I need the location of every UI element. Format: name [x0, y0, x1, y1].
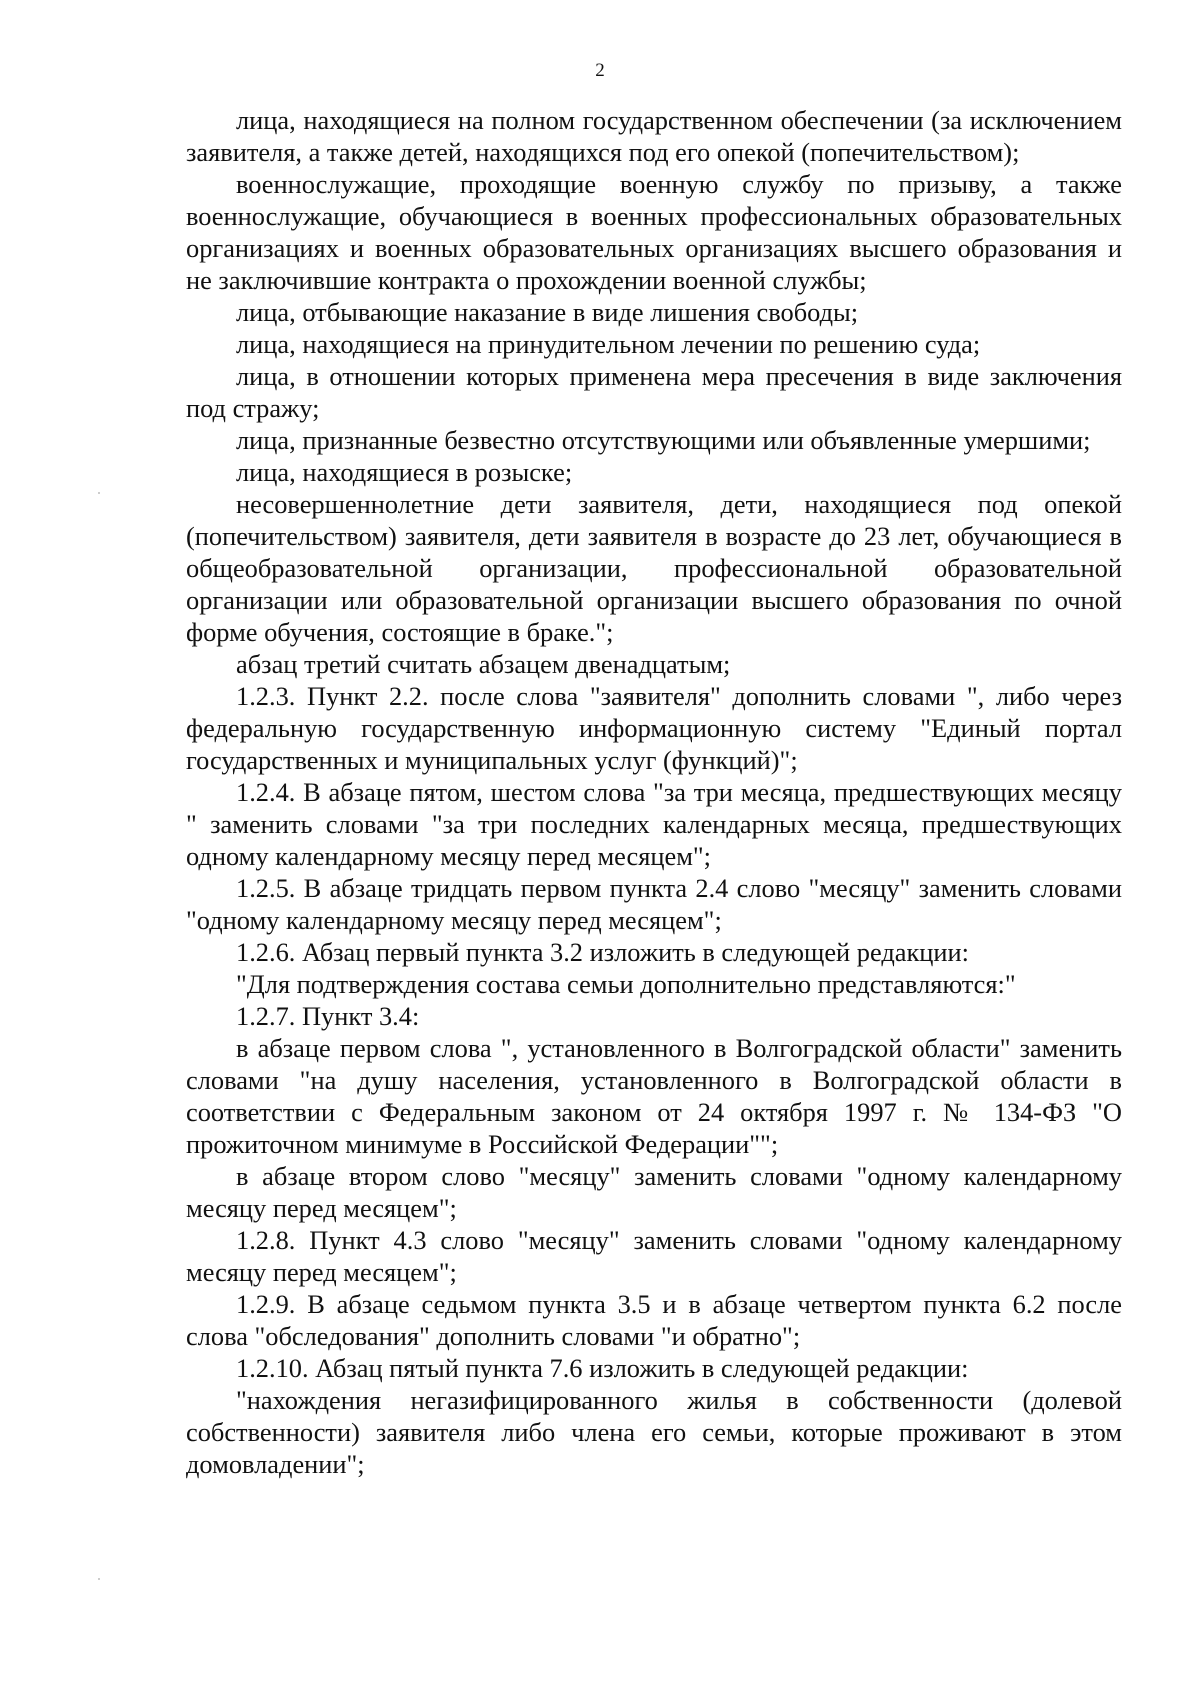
paragraph: 1.2.10. Абзац пятый пункта 7.6 изложить в следующей редакции: [236, 1353, 969, 1383]
paragraph: 1.2.4. В абзаце пятом, шестом слова "за три месяца, предшествующих месяцу " заменить словами "за три последних календарных месяца, предшествующих одному календарному месяцу перед месяцем"; [186, 777, 1122, 871]
paragraph: лица, в отношении которых применена мера пресечения в виде заключения под стражу; [186, 361, 1122, 423]
paragraph: лица, находящиеся в розыске; [236, 457, 573, 487]
paragraph: несовершеннолетние дети заявителя, дети, находящиеся под опекой (попечительством) заявителя, дети заявителя в возрасте до 23 лет, обучающиеся в общеобразовательной организации, профессиональной образовательной организации или образовательной организации высшего образования по очной форме обучения, состоящие в браке."; [186, 489, 1122, 647]
paragraph: 1.2.9. В абзаце седьмом пункта 3.5 и в абзаце четвертом пункта 6.2 после слова "обследования" дополнить словами "и обратно"; [186, 1289, 1122, 1351]
paragraph: "нахождения негазифицированного жилья в собственности (долевой собственности) заявителя либо члена его семьи, которые проживают в этом домовладении"; [186, 1385, 1122, 1479]
paragraph: в абзаце втором слово "месяцу" заменить словами "одному календарному месяцу перед месяцем"; [186, 1161, 1122, 1223]
paragraph: 1.2.6. Абзац первый пункта 3.2 изложить в следующей редакции: [236, 937, 969, 967]
paragraph: лица, признанные безвестно отсутствующими или объявленные умершими; [236, 425, 1091, 455]
paragraph: лица, находящиеся на принудительном лечении по решению суда; [236, 329, 981, 359]
paragraph: абзац третий считать абзацем двенадцатым; [236, 649, 731, 679]
page-number: 2 [595, 60, 605, 81]
paragraph: 1.2.5. В абзаце тридцать первом пункта 2.4 слово "месяцу" заменить словами "одному календарному месяцу перед месяцем"; [186, 873, 1122, 935]
scan-speck [98, 1578, 100, 1580]
paragraph: лица, отбывающие наказание в виде лишения свободы; [236, 297, 859, 327]
paragraph: 1.2.7. Пункт 3.4: [236, 1001, 420, 1031]
paragraph: 1.2.8. Пункт 4.3 слово "месяцу" заменить словами "одному календарному месяцу перед месяцем"; [186, 1225, 1122, 1287]
paragraph: "Для подтверждения состава семьи дополнительно представляются:" [236, 969, 1016, 999]
document-body [186, 104, 1122, 1480]
paragraph: в абзаце первом слова ", установленного в Волгоградской области" заменить словами "на душу населения, установленного в Волгоградской области в соответствии с Федеральным законом от 24 октября 1997 г. № 134-ФЗ "О прожиточном минимуме в Российской Федерации""; [186, 1033, 1122, 1159]
scan-speck [98, 492, 100, 494]
paragraph: 1.2.3. Пункт 2.2. после слова "заявителя" дополнить словами ", либо через федеральную государственную информационную систему "Единый портал государственных и муниципальных услуг (функций)"; [186, 681, 1122, 775]
paragraph: военнослужащие, проходящие военную службу по призыву, а также военнослужащие, обучающиеся в военных профессиональных образовательных организациях и военных образовательных организациях высшего образования и не заключившие контракта о прохождении военной службы; [186, 169, 1122, 295]
paragraph: лица, находящиеся на полном государственном обеспечении (за исключением заявителя, а также детей, находящихся под его опекой (попечительством); [186, 105, 1122, 167]
